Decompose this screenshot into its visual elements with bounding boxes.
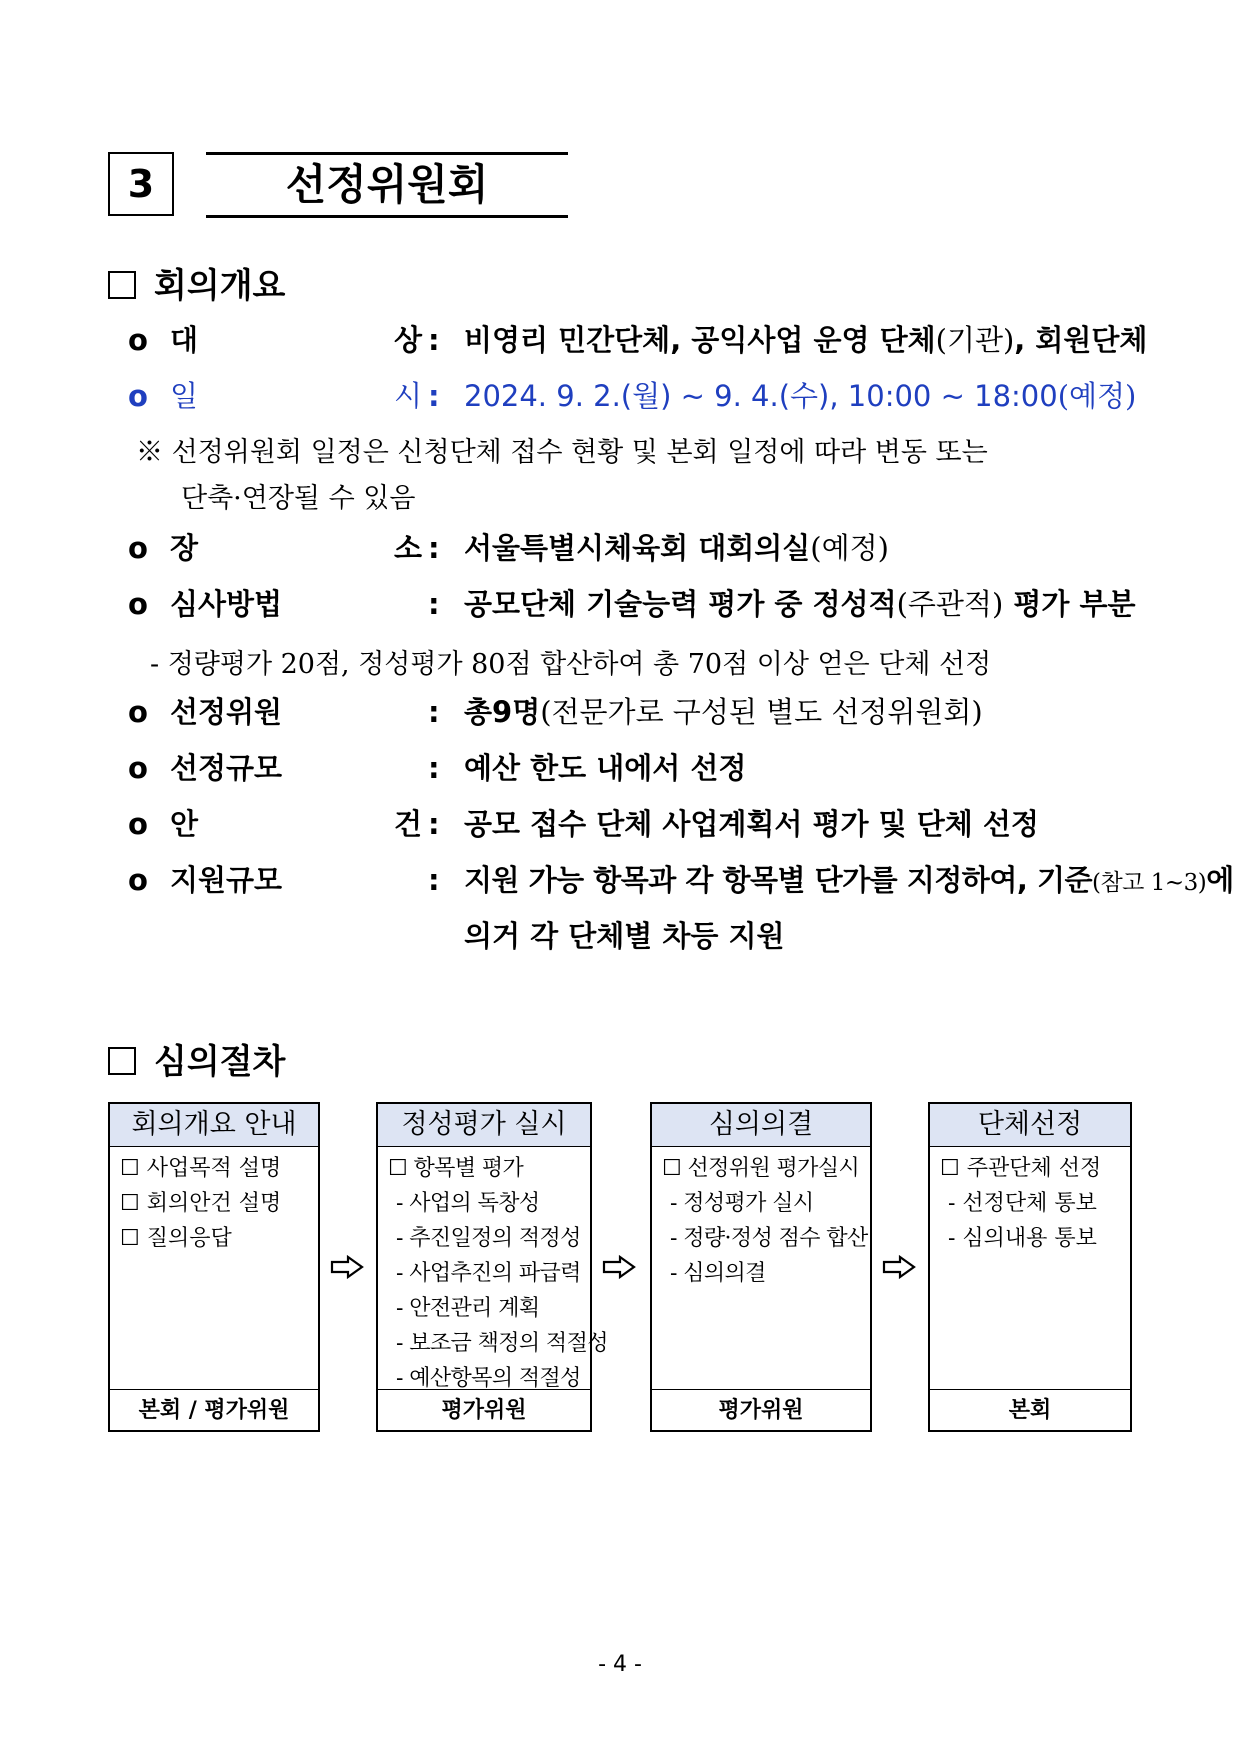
step-line: ☐ 항목별 평가 (388, 1156, 524, 1181)
step-line: - 선정단체 통보 (948, 1191, 1097, 1216)
step-line: - 추진일정의 적정성 (396, 1226, 581, 1251)
procedure-step-evaluation (376, 1102, 608, 1432)
step-footer: 평가위원 (652, 1389, 870, 1430)
procedure-step-overview (108, 1102, 320, 1432)
checkbox-square-icon (108, 1047, 136, 1075)
step-line: - 정성평가 실시 (670, 1191, 814, 1216)
method-subnote: - 정량평가 20점, 정성평가 80점 합산하여 총 70점 이상 얻은 단체 선정 (150, 649, 992, 680)
right-arrow-icon (330, 1255, 364, 1279)
step-footer: 평가위원 (378, 1389, 590, 1430)
step-line: - 사업의 독창성 (396, 1191, 540, 1216)
step-line: - 심의내용 통보 (948, 1226, 1097, 1251)
step-line: - 사업추진의 파급력 (396, 1261, 581, 1286)
step-line: ☐ 선정위원 평가실시 (662, 1156, 860, 1181)
step-title: 회의개요 안내 (110, 1104, 318, 1147)
step-line: - 정량·정성 점수 합산 (670, 1226, 868, 1251)
right-arrow-icon (882, 1255, 916, 1279)
step-line: ☐ 회의안건 설명 (120, 1191, 282, 1216)
step-footer: 본회 / 평가위원 (110, 1389, 318, 1430)
schedule-note-line1: ※ 선정위원회 일정은 신청단체 접수 현황 및 본회 일정에 따라 변동 또는 (136, 437, 988, 468)
right-arrow-icon (602, 1255, 636, 1279)
step-title: 정성평가 실시 (378, 1104, 590, 1147)
step-line: - 예산항목의 적절성 (396, 1366, 581, 1391)
checkbox-square-icon (108, 271, 136, 299)
page-number: - 4 - (598, 1652, 642, 1677)
section-number: 3 (108, 152, 174, 216)
step-line: ☐ 사업목적 설명 (120, 1156, 282, 1181)
overview-heading: 회의개요 (108, 258, 285, 307)
procedure-heading: 심의절차 (108, 1034, 285, 1083)
step-line: - 안전관리 계획 (396, 1296, 540, 1321)
schedule-note-line2: 단축·연장될 수 있음 (181, 483, 416, 514)
step-line: - 보조금 책정의 적절성 (396, 1331, 608, 1356)
step-line: ☐ 질의응답 (120, 1226, 232, 1251)
step-title: 심의의결 (652, 1104, 870, 1147)
section-title: 선정위원회 (206, 152, 568, 218)
step-line: ☐ 주관단체 선정 (940, 1156, 1102, 1181)
step-title: 단체선정 (930, 1104, 1130, 1147)
step-line: - 심의의결 (670, 1261, 766, 1286)
procedure-step-resolution (650, 1102, 872, 1432)
step-footer: 본회 (930, 1389, 1130, 1430)
procedure-step-selection (928, 1102, 1132, 1432)
